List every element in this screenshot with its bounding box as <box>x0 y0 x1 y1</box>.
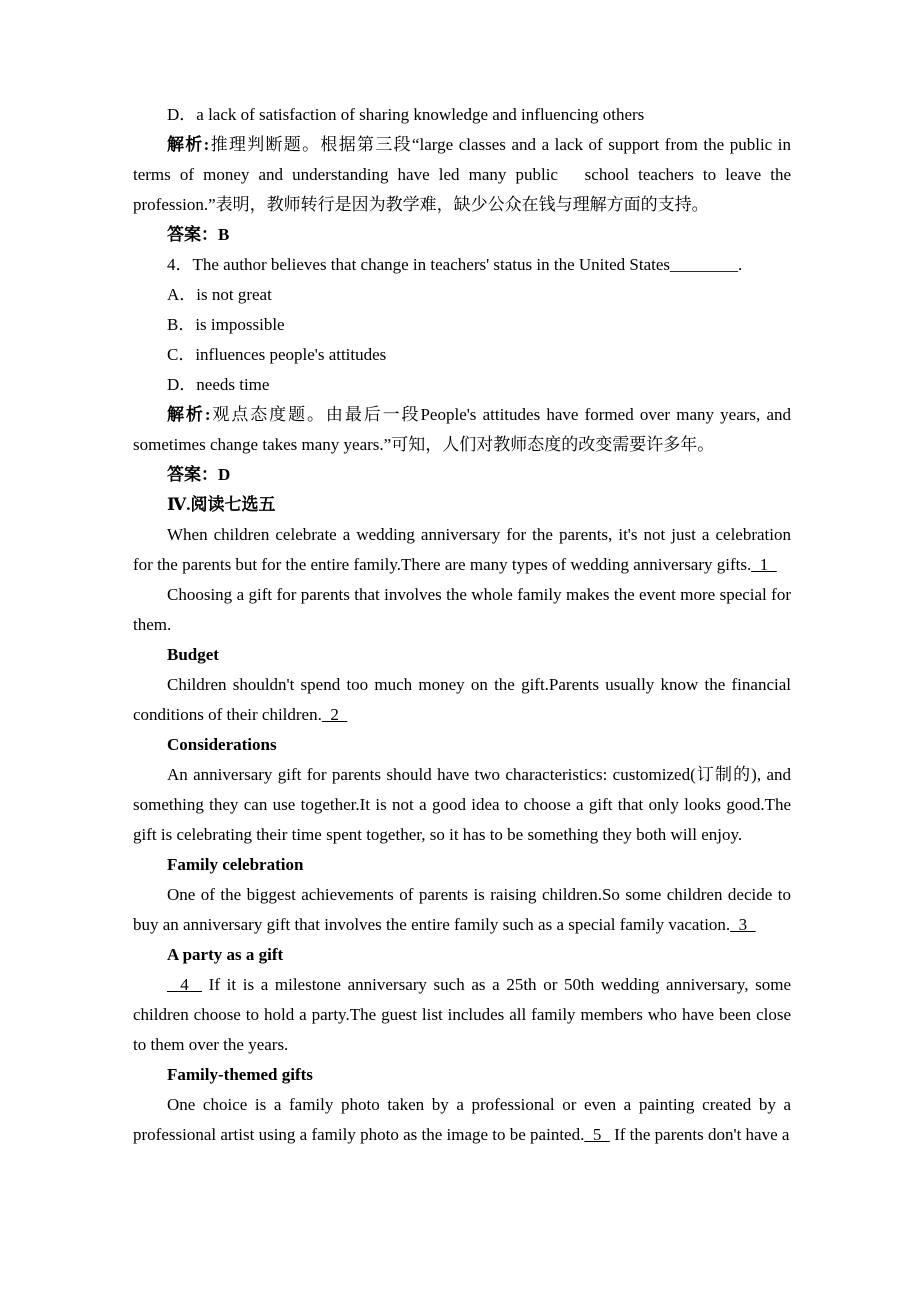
text-run: 解析: <box>167 135 210 154</box>
text-run: A．is not great <box>167 285 272 304</box>
text-run: D．needs time <box>167 375 270 394</box>
option-line <box>133 310 791 340</box>
text-run: 推理判断题。根据第三段“large classes and a lack of support from the public in terms of money and understanding have led many public school teachers to leave the profession.”表明，教师转行是因为教学难，缺少公众在钱与理解方面的支持。 <box>133 135 791 214</box>
text-run: 答案：B <box>167 225 230 244</box>
blank-underline: 5 <box>584 1125 610 1144</box>
paragraph <box>133 520 791 580</box>
text-run: Family-themed gifts <box>167 1065 313 1084</box>
text-run: 观点态度题。由最后一段People's attitudes have formed over many years, and sometimes change takes many years.”可知，人们对教师态度的改变需要许多年。 <box>133 405 791 454</box>
document-body <box>133 100 791 1150</box>
blank-underline: 1 <box>751 555 777 574</box>
option-line <box>133 340 791 370</box>
subheading <box>133 640 791 670</box>
text-run: B．is impossible <box>167 315 285 334</box>
question-line <box>133 250 791 280</box>
text-run: 4．The author believes that change in teachers' status in the United States________. <box>167 255 743 274</box>
paragraph <box>133 400 791 460</box>
blank-underline: 2 <box>321 705 348 724</box>
text-run: Ⅳ.阅读七选五 <box>167 495 276 514</box>
text-run: One of the biggest achievements of parents is raising children.So some children decide to buy an anniversary gift that involves the entire family such as a special family vacation. <box>133 885 791 934</box>
subheading <box>133 1060 791 1090</box>
text-run: Children shouldn't spend too much money on the gift.Parents usually know the financial conditions of their children. <box>133 675 791 724</box>
paragraph <box>133 1090 791 1150</box>
subheading <box>133 730 791 760</box>
paragraph <box>133 580 791 640</box>
text-run: Choosing a gift for parents that involves the whole family makes the event more special for them. <box>133 585 791 634</box>
text-run: Budget <box>167 645 219 664</box>
paragraph <box>133 880 791 940</box>
text-run: An anniversary gift for parents should have two characteristics: customized(订制的), and something they can use together.It is not a good idea to choose a gift that only looks good.The gift is celebrating their time spent together, so it has to be something they both will enjoy. <box>133 765 791 844</box>
answer-line <box>133 220 791 250</box>
paragraph <box>133 970 791 1060</box>
text-run: When children celebrate a wedding anniversary for the parents, it's not just a celebration for the parents but for the entire family.There are many types of wedding anniversary gifts. <box>133 525 791 574</box>
paragraph <box>133 670 791 730</box>
text-run: Family celebration <box>167 855 304 874</box>
blank-underline: 3 <box>730 915 756 934</box>
text-run: D．a lack of satisfaction of sharing knowledge and influencing others <box>167 105 645 124</box>
option-line <box>133 100 791 130</box>
paragraph <box>133 130 791 220</box>
answer-line <box>133 460 791 490</box>
subheading <box>133 850 791 880</box>
option-line <box>133 280 791 310</box>
section-title <box>133 490 791 520</box>
text-run: Considerations <box>167 735 277 754</box>
text-run: C．influences people's attitudes <box>167 345 387 364</box>
text-run: If it is a milestone anniversary such as a 25th or 50th wedding anniversary, some children choose to hold a party.The guest list includes all family members who have been close to them over the years. <box>133 975 791 1054</box>
paragraph <box>133 760 791 850</box>
option-line <box>133 370 791 400</box>
text-run: If the parents don't have a <box>609 1125 790 1144</box>
subheading <box>133 940 791 970</box>
blank-underline: 4 <box>167 975 203 994</box>
text-run: One choice is a family photo taken by a professional or even a painting created by a professional artist using a family photo as the image to be painted. <box>133 1095 791 1144</box>
text-run: A party as a gift <box>167 945 284 964</box>
text-run: 答案：D <box>167 465 231 484</box>
text-run: 解析: <box>167 405 211 424</box>
